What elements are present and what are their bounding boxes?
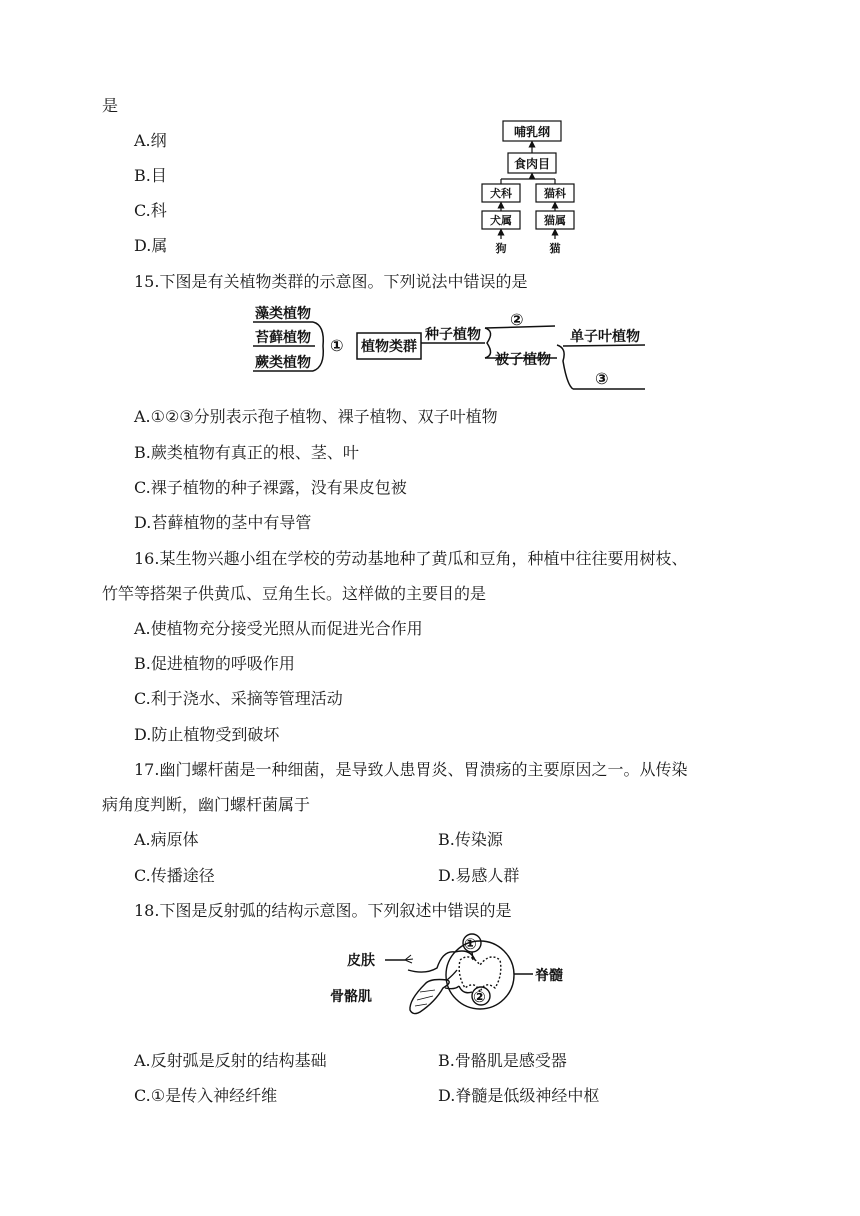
q16-option-b: B.促进植物的呼吸作用	[134, 654, 295, 673]
taxon-animal-left-label: 狗	[495, 242, 507, 255]
skin-label: 皮肤	[347, 953, 375, 969]
marker-2: ②	[473, 988, 486, 1006]
angiosperm-label: 被子植物	[495, 352, 551, 368]
fern-label: 蕨类植物	[255, 355, 311, 371]
q17-option-c: C.传播途径	[134, 866, 215, 885]
taxon-family-right-label: 猫科	[544, 187, 566, 200]
q17-stem-line1: 17.幽门螺杆菌是一种细菌，是导致人患胃炎、胃溃疡的主要原因之一。从传染	[134, 760, 688, 779]
q16-stem-line2: 竹竿等搭架子供黄瓜、豆角生长。这样做的主要目的是	[102, 584, 487, 603]
q18-stem: 18.下图是反射弧的结构示意图。下列叙述中错误的是	[134, 901, 512, 920]
marker-1: ①	[464, 935, 477, 953]
moss-label: 苔藓植物	[255, 330, 311, 346]
q18-option-a: A.反射弧是反射的结构基础	[134, 1051, 327, 1070]
q18-option-d: D.脊髓是低级神经中枢	[438, 1086, 600, 1105]
q17-option-a: A.病原体	[134, 830, 199, 849]
taxon-family-left-label: 犬科	[490, 187, 512, 200]
q17-stem-line2: 病角度判断，幽门螺杆菌属于	[102, 795, 311, 814]
marker-3: ③	[595, 369, 609, 388]
taxon-genus-right-label: 猫属	[544, 214, 566, 227]
marker-2: ②	[510, 310, 524, 329]
skeletal-muscle-label: 骨骼肌	[330, 989, 372, 1005]
plant-group-diagram	[245, 303, 655, 395]
q18-option-b: B.骨骼肌是感受器	[438, 1051, 567, 1070]
q18-option-c: C.①是传入神经纤维	[134, 1086, 278, 1105]
plant-groups-center-label: 植物类群	[361, 339, 417, 355]
q16-option-d: D.防止植物受到破坏	[134, 725, 280, 744]
q15-option-a: A.①②③分别表示孢子植物、裸子植物、双子叶植物	[134, 407, 498, 426]
taxon-order-label: 食肉目	[513, 157, 551, 171]
q15-option-b: B.蕨类植物有真正的根、茎、叶	[134, 443, 359, 462]
q15-option-d: D.苔藓植物的茎中有导管	[134, 513, 312, 532]
q14-option-c: C.科	[134, 201, 167, 220]
reflex-arc-diagram	[325, 930, 575, 1040]
q16-stem-line1: 16.某生物兴趣小组在学校的劳动基地种了黄瓜和豆角，种植中往往要用树枝、	[134, 549, 688, 568]
spinal-cord-label: 脊髓	[535, 968, 563, 984]
q14-stem-tail: 是	[102, 96, 119, 115]
monocot-label: 单子叶植物	[570, 329, 640, 345]
q16-option-c: C.利于浇水、采摘等管理活动	[134, 689, 343, 708]
q14-option-b: B.目	[134, 166, 167, 185]
taxon-genus-left-label: 犬属	[490, 214, 512, 227]
q16-option-a: A.使植物充分接受光照从而促进光合作用	[134, 619, 423, 638]
q17-option-d: D.易感人群	[438, 866, 520, 885]
q17-option-b: B.传染源	[438, 830, 503, 849]
taxon-class-label: 哺乳纲	[513, 125, 551, 139]
taxon-animal-right-label: 猫	[549, 242, 561, 255]
taxonomy-diagram	[470, 115, 600, 260]
marker-1: ①	[330, 336, 344, 355]
q15-stem: 15.下图是有关植物类群的示意图。下列说法中错误的是	[134, 272, 528, 291]
q14-option-a: A.纲	[134, 131, 167, 150]
seed-plants-label: 种子植物	[425, 327, 481, 343]
algae-label: 藻类植物	[255, 306, 311, 322]
q14-option-d: D.属	[134, 236, 168, 255]
q15-option-c: C.裸子植物的种子裸露，没有果皮包被	[134, 478, 407, 497]
